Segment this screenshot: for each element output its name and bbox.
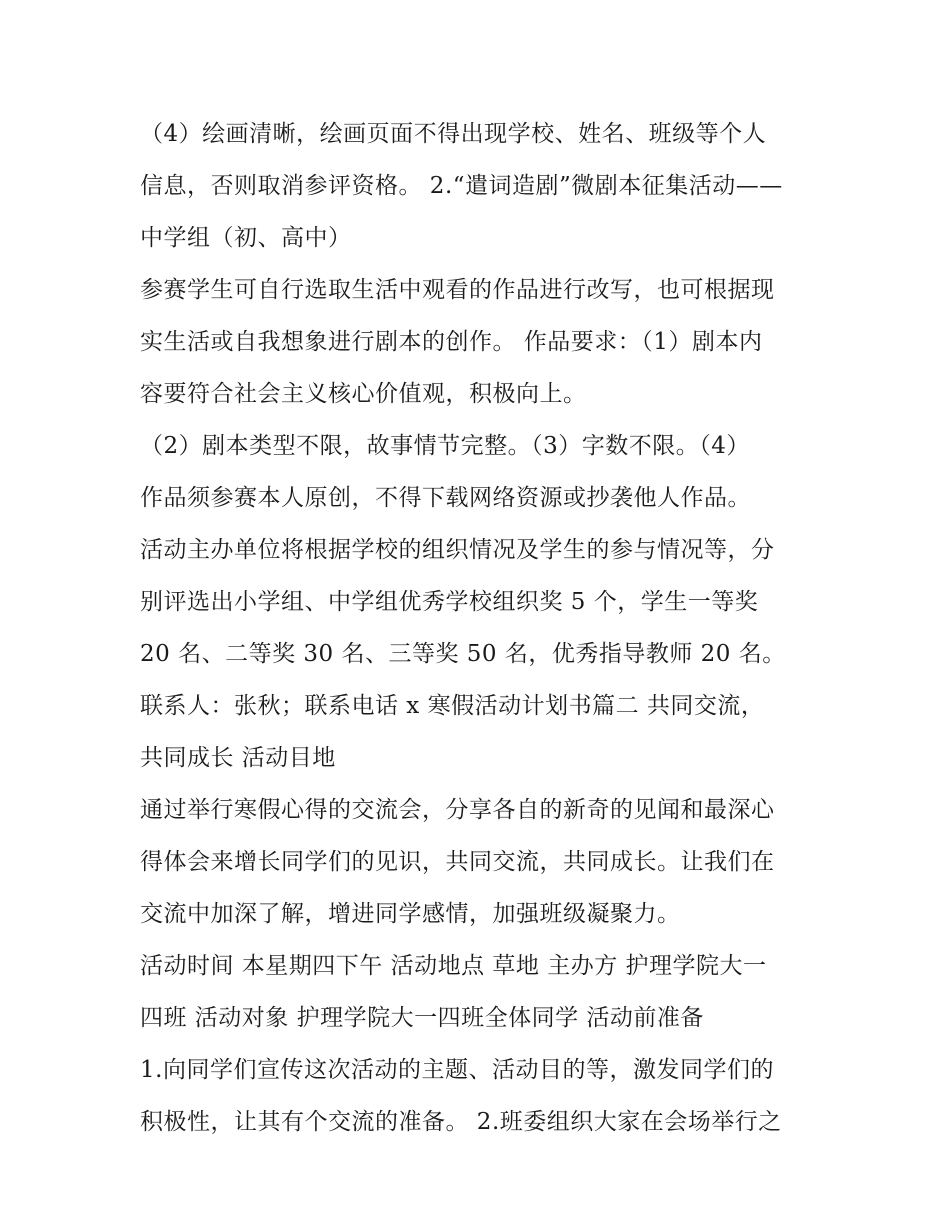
text-line: 容要符合社会主义核心价值观，积极向上。 <box>140 381 587 407</box>
text-line: 共同成长 活动目地 <box>140 745 336 771</box>
text-line: 20 名、二等奖 30 名、三等奖 50 名，优秀指导教师 20 名。 <box>140 641 786 667</box>
text-line: 参赛学生可自行选取生活中观看的作品进行改写，也可根据现 <box>140 277 775 303</box>
text-line: 活动主办单位将根据学校的组织情况及学生的参与情况等，分 <box>140 537 775 563</box>
text-line: 作品须参赛本人原创，不得下载网络资源或抄袭他人作品。 <box>140 485 751 511</box>
text-line: 信息，否则取消参评资格。 2.“遣词造剧”微剧本征集活动—— <box>140 173 783 199</box>
text-line: （4）绘画清晰，绘画页面不得出现学校、姓名、班级等个人 <box>140 121 767 147</box>
text-line: 通过举行寒假心得的交流会，分享各自的新奇的见闻和最深心 <box>140 797 775 823</box>
text-line: 联系人：张秋；联系电话 x 寒假活动计划书篇二 共同交流， <box>140 693 765 719</box>
text-line: 积极性，让其有个交流的准备。 2.班委组织大家在会场举行之 <box>140 1109 782 1135</box>
text-line: 交流中加深了解，增进同学感情，加强班级凝聚力。 <box>140 901 681 927</box>
text-line: 中学组（初、高中） <box>140 225 352 251</box>
text-line: 得体会来增长同学们的见识，共同交流，共同成长。让我们在 <box>140 849 775 875</box>
document-body <box>140 108 820 1148</box>
text-line: 别评选出小学组、中学组优秀学校组织奖 5 个，学生一等奖 <box>140 589 759 615</box>
text-line: 实生活或自我想象进行剧本的创作。 作品要求：（1）剧本内 <box>140 329 763 355</box>
text-line: 1.向同学们宣传这次活动的主题、活动目的等，激发同学们的 <box>140 1057 774 1083</box>
text-line: （2）剧本类型不限，故事情节完整。（3）字数不限。（4） <box>140 433 750 459</box>
text-line: 四班 活动对象 护理学院大一四班全体同学 活动前准备 <box>140 1005 704 1031</box>
text-line: 活动时间 本星期四下午 活动地点 草地 主办方 护理学院大一 <box>140 953 767 979</box>
